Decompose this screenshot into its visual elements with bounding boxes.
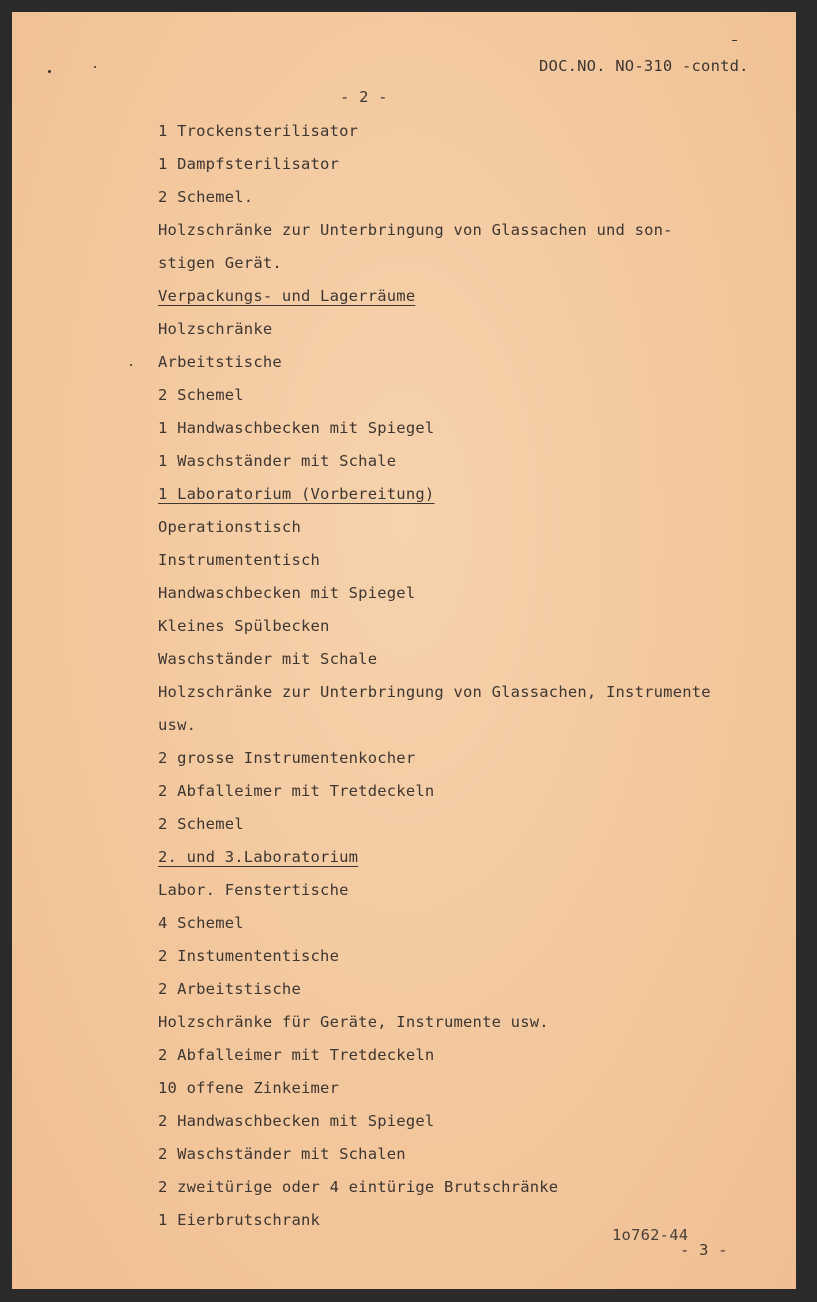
- list-item: [158, 879, 711, 912]
- list-item: [158, 747, 711, 780]
- line-text: 1 Waschständer mit Schale: [158, 452, 397, 470]
- list-item: [158, 1044, 711, 1077]
- inventory-list: [158, 120, 711, 1242]
- ink-speck: [130, 364, 132, 366]
- archive-code: 1o762-44: [612, 1226, 689, 1244]
- line-text: 2 Arbeitstische: [158, 980, 301, 998]
- line-text: Handwaschbecken mit Spiegel: [158, 584, 416, 602]
- list-item: [158, 1176, 711, 1209]
- line-text: usw.: [158, 716, 197, 734]
- line-text: 2 Instumententische: [158, 947, 340, 965]
- line-text: 4 Schemel: [158, 914, 244, 932]
- line-text: 2 Abfalleimer mit Tretdeckeln: [158, 1046, 435, 1064]
- list-item: [158, 351, 711, 384]
- list-item: [158, 549, 711, 582]
- list-item: [158, 219, 711, 252]
- section-heading: [158, 285, 711, 318]
- list-item: [158, 945, 711, 978]
- list-item: [158, 912, 711, 945]
- list-item: [158, 417, 711, 450]
- line-text: Verpackungs- und Lagerräume: [158, 287, 416, 305]
- list-item: [158, 1110, 711, 1143]
- line-text: 2 Handwaschbecken mit Spiegel: [158, 1112, 435, 1130]
- ink-speck: [732, 40, 737, 41]
- list-item: [158, 615, 711, 648]
- list-item: [158, 384, 711, 417]
- line-text: Waschständer mit Schale: [158, 650, 378, 668]
- line-text: stigen Gerät.: [158, 254, 282, 272]
- line-text: Instrumententisch: [158, 551, 321, 569]
- list-item: [158, 1011, 711, 1044]
- line-text: Arbeitstische: [158, 353, 282, 371]
- line-text: 1 Eierbrutschrank: [158, 1211, 321, 1229]
- list-item: [158, 978, 711, 1011]
- line-text: 2 grosse Instrumentenkocher: [158, 749, 416, 767]
- list-item: [158, 450, 711, 483]
- line-text: 1 Dampfsterilisator: [158, 155, 340, 173]
- line-text: 2 Schemel: [158, 386, 244, 404]
- list-item: [158, 681, 711, 714]
- section-heading: [158, 483, 711, 516]
- ink-speck: [94, 66, 96, 68]
- line-text: 1 Trockensterilisator: [158, 122, 359, 140]
- line-text: Holzschränke: [158, 320, 273, 338]
- line-text: 2 Waschständer mit Schalen: [158, 1145, 406, 1163]
- section-heading: [158, 846, 711, 879]
- list-item: [158, 648, 711, 681]
- document-reference: DOC.NO. NO-310 -contd.: [539, 57, 749, 75]
- line-text: 10 offene Zinkeimer: [158, 1079, 340, 1097]
- line-text: Kleines Spülbecken: [158, 617, 330, 635]
- list-item: [158, 516, 711, 549]
- line-text: 1 Laboratorium (Vorbereitung): [158, 485, 435, 503]
- line-text: Operationstisch: [158, 518, 301, 536]
- list-item: [158, 120, 711, 153]
- line-text: 2 Schemel: [158, 815, 244, 833]
- line-text: Holzschränke für Geräte, Instrumente usw.: [158, 1013, 549, 1031]
- list-item: [158, 252, 711, 285]
- next-page-marker: - 3 -: [680, 1241, 728, 1259]
- list-item: [158, 1077, 711, 1110]
- list-item: [158, 153, 711, 186]
- list-item: [158, 780, 711, 813]
- list-item: [158, 318, 711, 351]
- list-item: [158, 186, 711, 219]
- document-page: [12, 12, 796, 1289]
- list-item: [158, 714, 711, 747]
- line-text: Labor. Fenstertische: [158, 881, 349, 899]
- line-text: 2 Schemel.: [158, 188, 254, 206]
- list-item: [158, 1143, 711, 1176]
- list-item: [158, 813, 711, 846]
- line-text: Holzschränke zur Unterbringung von Glassachen, Instrumente: [158, 683, 711, 701]
- line-text: Holzschränke zur Unterbringung von Glassachen und son-: [158, 221, 673, 239]
- line-text: 2 Abfalleimer mit Tretdeckeln: [158, 782, 435, 800]
- line-text: 2 zweitürige oder 4 eintürige Brutschränke: [158, 1178, 559, 1196]
- line-text: 2. und 3.Laboratorium: [158, 848, 359, 866]
- list-item: [158, 582, 711, 615]
- page-number: - 2 -: [340, 88, 388, 106]
- ink-speck: [48, 70, 51, 73]
- line-text: 1 Handwaschbecken mit Spiegel: [158, 419, 435, 437]
